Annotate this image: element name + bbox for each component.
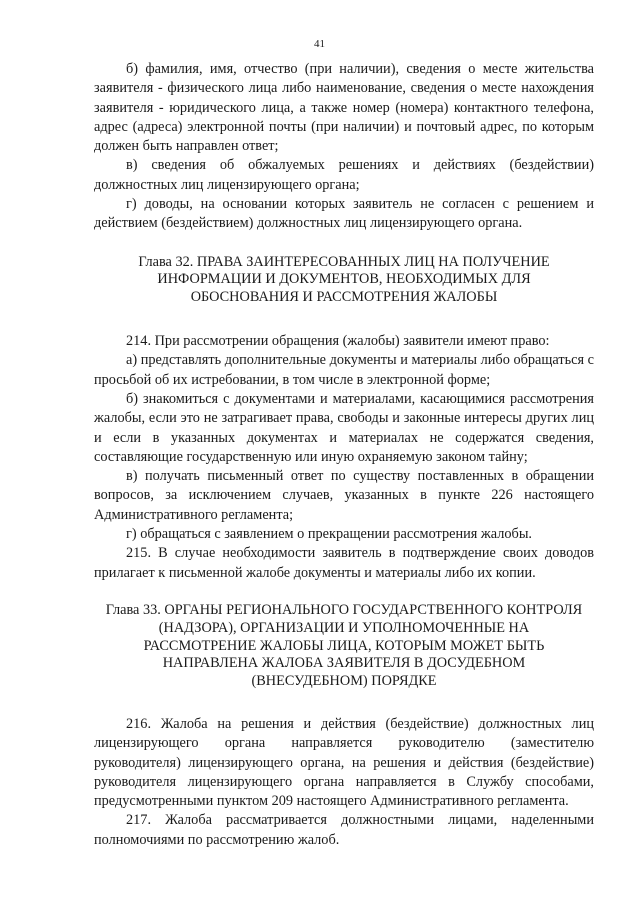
paragraph: б) знакомиться с документами и материалами, касающимися рассмотрения жалобы, если это не затрагивает права, свободы и законные интересы других лиц и если в указанных документах и материалах не содержатся сведения, составляющие государственную или иную охраняемую законом тайну; [94,390,594,465]
paragraph: 215. В случае необходимости заявитель в подтверждение своих доводов прилагает к письменной жалобе документы и материалы либо их копии. [94,545,594,581]
paragraph: в) получать письменный ответ по существу поставленных в обращении вопросов, за исключением случаев, указанных в пункте 226 настоящего Административного регламента; [94,468,594,523]
chapter-33-heading: Глава 33. ОРГАНЫ РЕГИОНАЛЬНОГО ГОСУДАРСТВЕННОГО КОНТРОЛЯ (НАДЗОРА), ОРГАНИЗАЦИИ И УПОЛНОМОЧЕННЫЕ НА РАССМОТРЕНИЕ ЖАЛОБЫ ЛИЦА, КОТОРЫМ МОЖЕТ БЫТЬ НАПРАВЛЕНА ЖАЛОБА ЗАЯВИТЕЛЯ В ДОСУДЕБНОМ (ВНЕСУДЕБНОМ) ПОРЯДКЕ [105,601,583,690]
paragraph: г) доводы, на основании которых заявитель не согласен с решением и действием (бездействием) должностных лиц лицензирующего органа. [94,196,594,232]
chapter-32-heading: Глава 32. ПРАВА ЗАИНТЕРЕСОВАННЫХ ЛИЦ НА ПОЛУЧЕНИЕ ИНФОРМАЦИИ И ДОКУМЕНТОВ, НЕОБХОДИМЫХ ДЛЯ ОБОСНОВАНИЯ И РАССМОТРЕНИЯ ЖАЛОБЫ [138,253,550,306]
paragraph: г) обращаться с заявлением о прекращении рассмотрения жалобы. [126,526,533,543]
paragraph: б) фамилия, имя, отчество (при наличии), сведения о месте жительства заявителя - физического лица либо наименование, сведения о месте нахождения заявителя - юридического лица, а также номер (номера) контактного телефона, адрес (адреса) электронной почты (при наличии) и почтовый адрес, по которым должен быть направлен ответ; [94,61,594,155]
document-body [94,60,594,850]
paragraph: 217. Жалоба рассматривается должностными лицами, наделенными полномочиями по рассмотрению жалоб. [94,812,594,848]
paragraph: 214. При рассмотрении обращения (жалобы) заявители имеют право: [126,333,550,350]
paragraph: 216. Жалоба на решения и действия (бездействие) должностных лиц лицензирующего органа направляется руководителю (заместителю руководителя) лицензирующего органа, на решения и действия (бездействие) руководителя лицензирующего органа направляется в Службу способами, предусмотренными пунктом 209 настоящего Административного регламента. [94,715,594,810]
paragraph: в) сведения об обжалуемых решениях и действиях (бездействии) должностных лиц лицензирующего органа; [94,157,594,193]
page-number: 41 [314,38,325,50]
paragraph: а) представлять дополнительные документы и материалы либо обращаться с просьбой об их истребовании, в том числе в электронной форме; [94,352,594,388]
